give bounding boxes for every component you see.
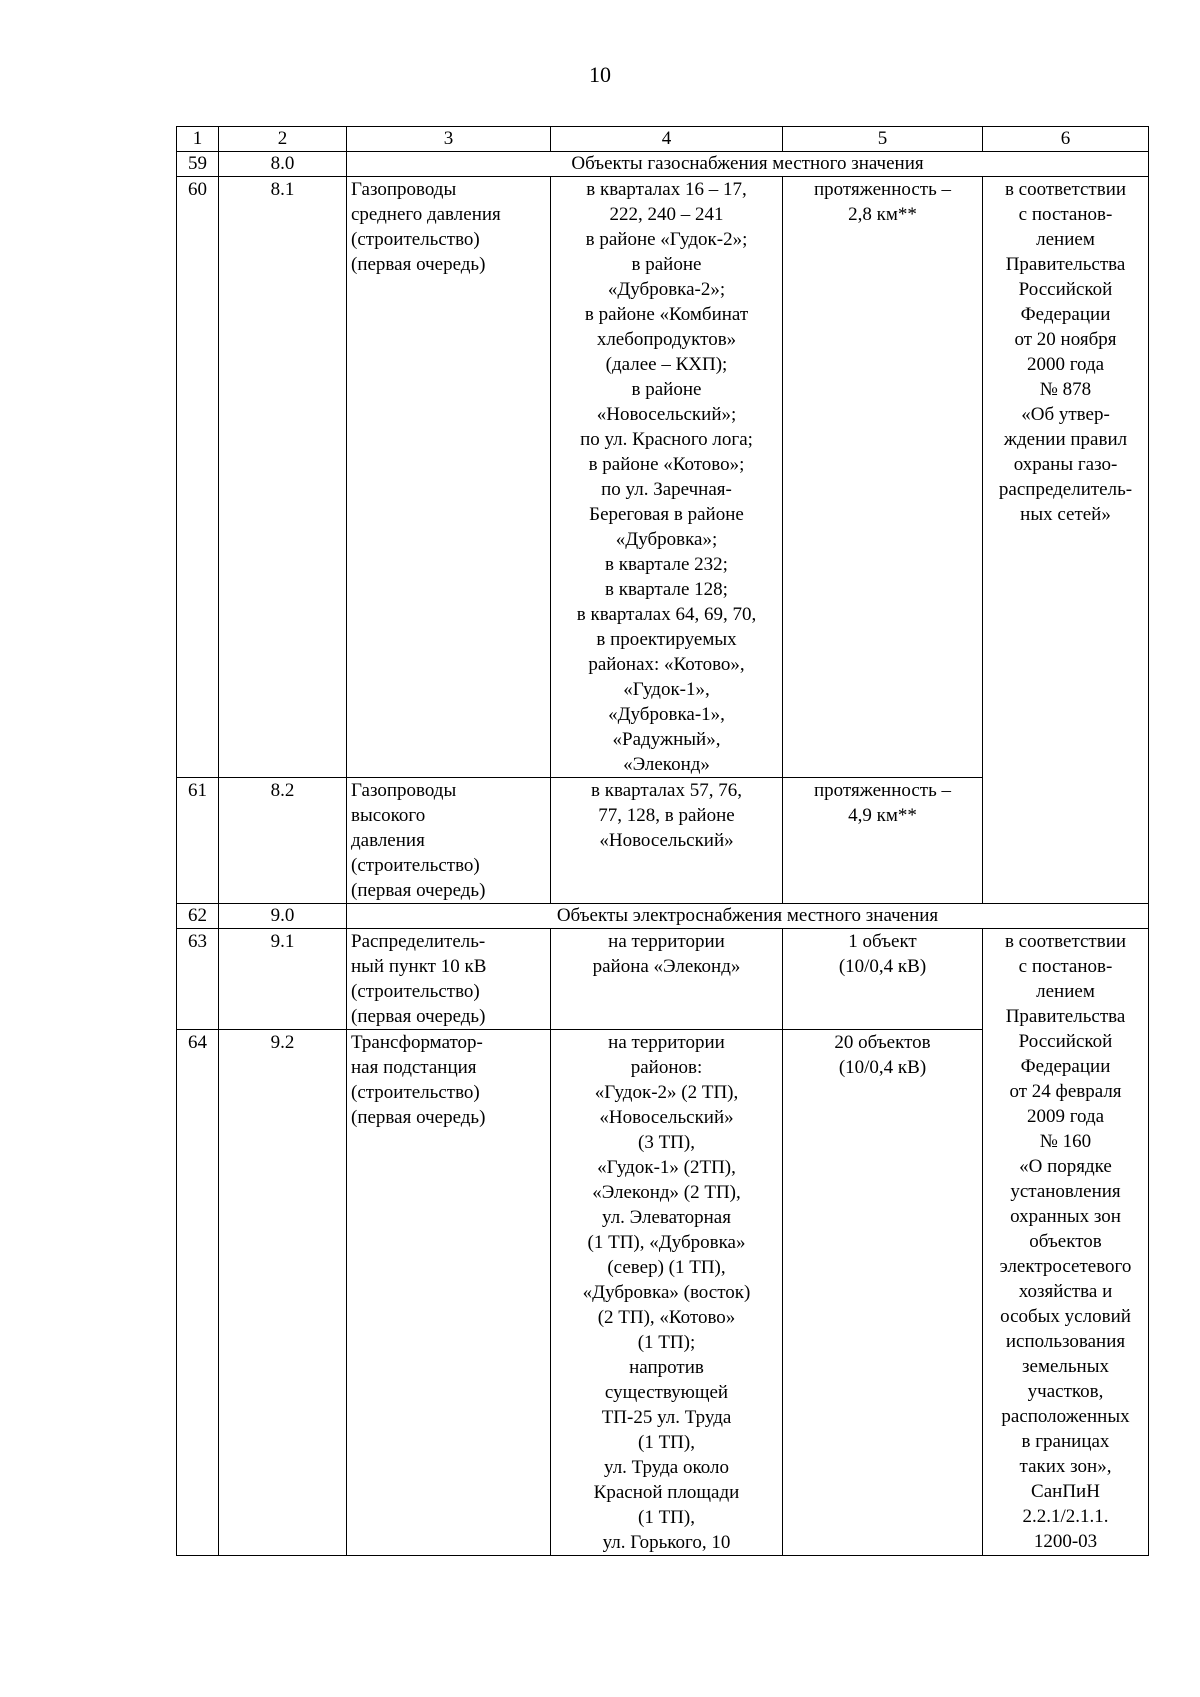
object-location: в кварталах 57, 76, 77, 128, в районе «Новосельский» [551,778,783,904]
column-header: 4 [551,127,783,152]
object-characteristic: протяженность – 4,9 км** [783,778,983,904]
column-header: 5 [783,127,983,152]
column-header: 1 [177,127,219,152]
object-location: на территории района «Элеконд» [551,929,783,1030]
table-row [177,929,1149,1030]
object-characteristic: 1 объект (10/0,4 кВ) [783,929,983,1030]
section-title: Объекты электроснабжения местного значения [347,904,1149,929]
table-row [177,904,1149,929]
row-code: 9.1 [219,929,347,1030]
row-number: 59 [177,152,219,177]
object-characteristic: 20 объектов (10/0,4 кВ) [783,1030,983,1556]
zone-regulation: в соответствии с постанов- лением Правительства Российской Федерации от 20 ноября 2000 года № 878 «Об утвер- ждении правил охраны газо- распределитель- ных сетей» [983,177,1149,904]
object-name: Газопроводы среднего давления (строительство) (первая очередь) [347,177,551,778]
row-number: 63 [177,929,219,1030]
row-code: 8.1 [219,177,347,778]
row-number: 60 [177,177,219,778]
column-header: 2 [219,127,347,152]
page-number: 10 [589,62,611,87]
object-location: на территории районов: «Гудок-2» (2 ТП), «Новосельский» (3 ТП), «Гудок-1» (2ТП), «Элеконд» (2 ТП), ул. Элеваторная (1 ТП), «Дубровка» (север) (1 ТП), «Дубровка» (восток) (2 ТП), «Котово» (1 ТП); напротив существующей ТП-25 ул. Труда (1 ТП), ул. Труда около Красной площади (1 ТП), ул. Горького, 10 [551,1030,783,1556]
table-header-row [177,127,1149,152]
row-number: 64 [177,1030,219,1556]
column-header: 3 [347,127,551,152]
zone-regulation: в соответствии с постанов- лением Правительства Российской Федерации от 24 февраля 2009 года № 160 «О порядке установления охранных зон объектов электросетевого хозяйства и особых условий использования земельных участков, расположенных в границах таких зон», СанПиН 2.2.1/2.1.1. 1200-03 [983,929,1149,1556]
section-title: Объекты газоснабжения местного значения [347,152,1149,177]
row-code: 8.2 [219,778,347,904]
object-name: Газопроводы высокого давления (строительство) (первая очередь) [347,778,551,904]
object-name: Трансформатор- ная подстанция (строительство) (первая очередь) [347,1030,551,1556]
table-row [177,152,1149,177]
row-number: 61 [177,778,219,904]
row-code: 8.0 [219,152,347,177]
object-characteristic: протяженность – 2,8 км** [783,177,983,778]
row-number: 62 [177,904,219,929]
column-header: 6 [983,127,1149,152]
row-code: 9.2 [219,1030,347,1556]
table-row [177,177,1149,778]
objects-table [176,126,1149,1556]
object-location: в кварталах 16 – 17, 222, 240 – 241 в районе «Гудок-2»; в районе «Дубровка-2»; в районе «Комбинат хлебопродуктов» (далее – КХП); в районе «Новосельский»; по ул. Красного лога; в районе «Котово»; по ул. Заречная- Береговая в районе «Дубровка»; в квартале 232; в квартале 128; в кварталах 64, 69, 70, в проектируемых районах: «Котово», «Гудок-1», «Дубровка-1», «Радужный», «Элеконд» [551,177,783,778]
object-name: Распределитель- ный пункт 10 кВ (строительство) (первая очередь) [347,929,551,1030]
row-code: 9.0 [219,904,347,929]
